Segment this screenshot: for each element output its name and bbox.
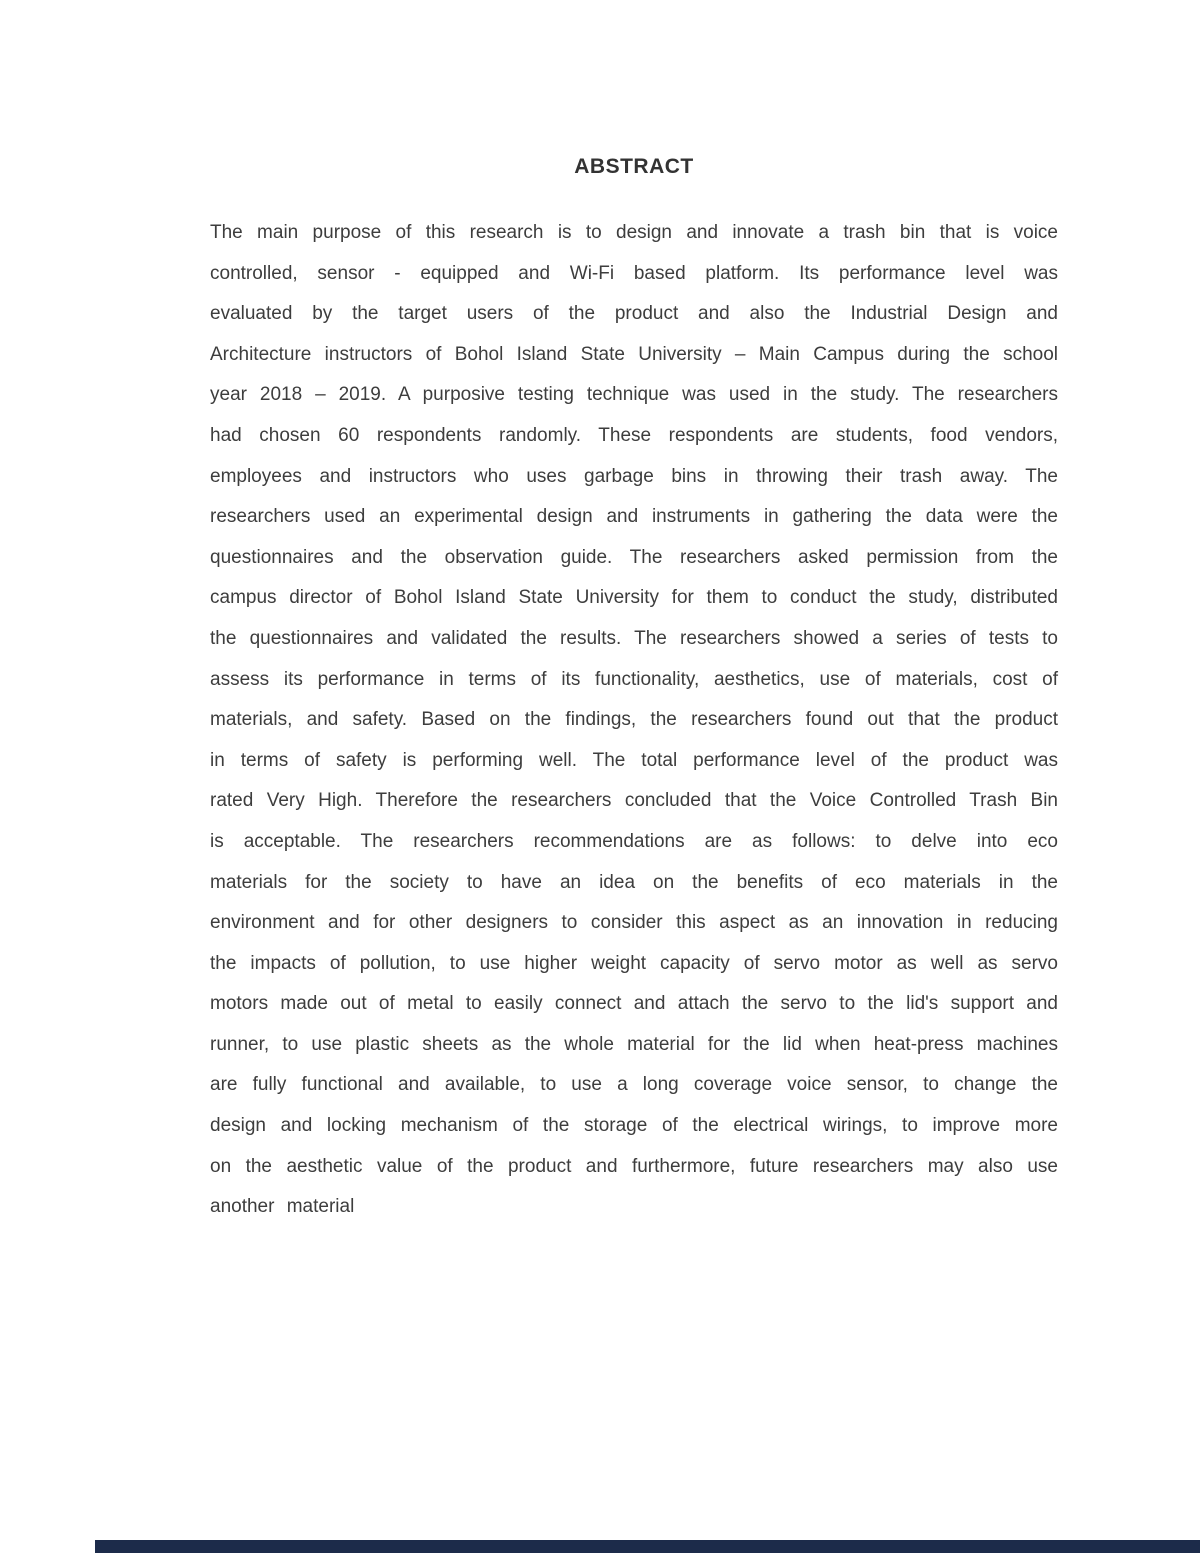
bottom-bar xyxy=(95,1540,1200,1553)
abstract-paragraph: The main purpose of this research is to design and innovate a trash bin that is voice controlled, sensor - equipped and Wi-Fi based platform. Its performance level was evaluated by the target users of the product and also the Industrial Design and Architecture instructors of Bohol Island State University – Main Campus during the school year 2018 – 2019. A purposive testing technique was used in the study. The researchers had chosen 60 respondents randomly. These respondents are students, food vendors, employees and instructors who uses garbage bins in throwing their trash away. The researchers used an experimental design and instruments in gathering the data were the questionnaires and the observation guide. The researchers asked permission from the campus director of Bohol Island State University for them to conduct the study, distributed the questionnaires and validated the results. The researchers showed a series of tests to assess its performance in terms of its functionality, aesthetics, use of materials, cost of materials, and safety. Based on the findings, the researchers found out that the product in terms of safety is performing well. The total performance level of the product was rated Very High. Therefore the researchers concluded that the Voice Controlled Trash Bin is acceptable. The researchers recommendations are as follows: to delve into eco materials for the society to have an idea on the benefits of eco materials in the environment and for other designers to consider this aspect as an innovation in reducing the impacts of pollution, to use higher weight capacity of servo motor as well as servo motors made out of metal to easily connect and attach the servo to the lid's support and runner, to use plastic sheets as the whole material for the lid when heat-press machines are fully functional and available, to use a long coverage voice sensor, to change the design and locking mechanism of the storage of the electrical wirings, to improve more on the aesthetic value of the product and furthermore, future researchers may also use another material xyxy=(210,222,1058,1218)
page-title: ABSTRACT xyxy=(574,155,694,179)
